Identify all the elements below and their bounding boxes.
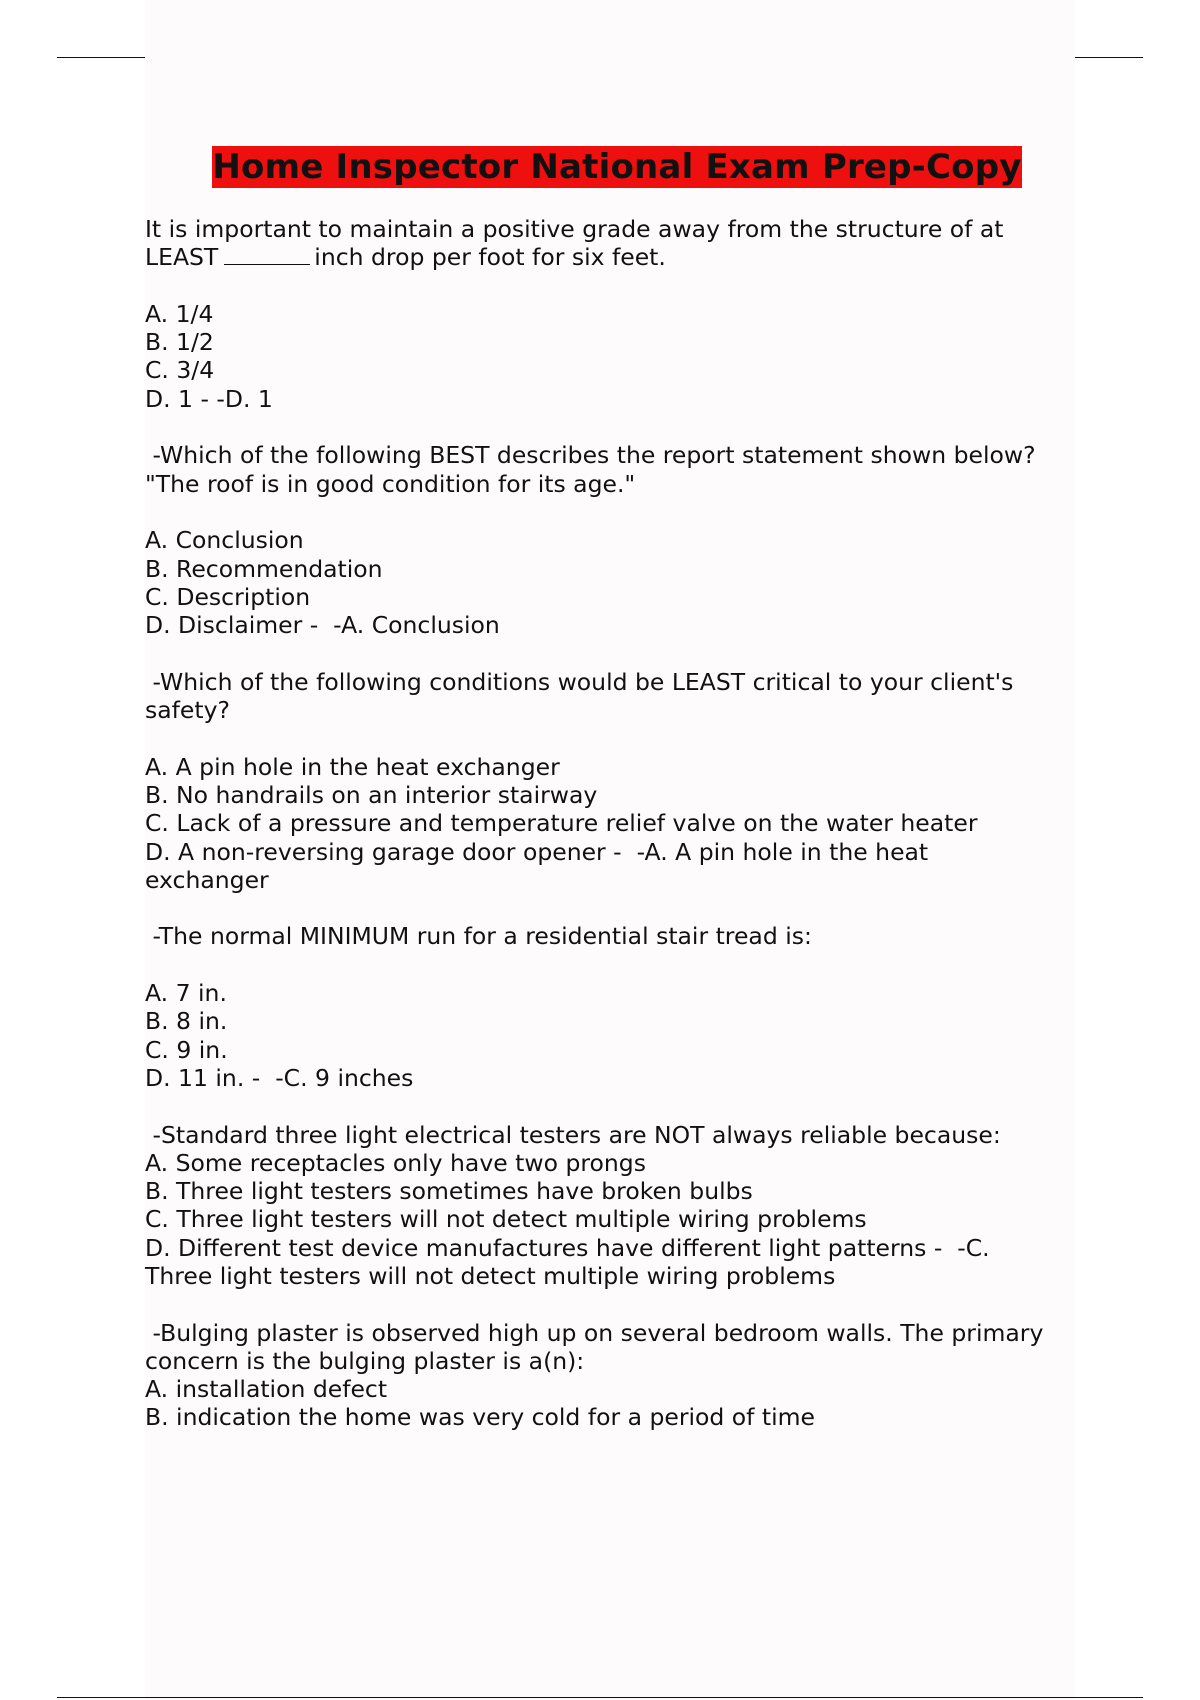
option: D. A non-reversing garage door opener - -A. A pin hole in the heat — [145, 837, 929, 866]
option: B. No handrails on an interior stairway — [145, 780, 598, 809]
question-text: -Bulging plaster is observed high up on several bedroom walls. The primary — [145, 1318, 1044, 1347]
question-6 — [145, 1319, 1089, 1432]
question-text-start: LEAST — [145, 243, 219, 272]
question-text: -Which of the following conditions would be LEAST critical to your client's — [145, 667, 1014, 696]
option: C. 9 in. — [145, 1035, 228, 1064]
option: B. 1/2 — [145, 328, 214, 357]
question-text: It is important to maintain a positive grade away from the structure of at — [145, 215, 1004, 243]
question-text: concern is the bulging plaster is a(n): — [145, 1346, 585, 1375]
document-page — [145, 0, 1075, 1700]
question-4 — [145, 922, 1089, 950]
option: C. Lack of a pressure and temperature relief valve on the water heater — [145, 809, 978, 838]
question-2 — [145, 441, 1089, 498]
question-text: -The normal MINIMUM run for a residential stair tread is: — [145, 922, 812, 951]
question-3-options — [145, 753, 1089, 894]
question-5 — [145, 1121, 1089, 1291]
option: A. Conclusion — [145, 526, 304, 555]
question-text: -Which of the following BEST describes the report statement shown below? — [145, 441, 1036, 470]
option: A. 1/4 — [145, 299, 214, 328]
question-4-options — [145, 979, 1089, 1092]
page-title: Home Inspector National Exam Prep-Copy — [212, 147, 1022, 187]
option: C. 3/4 — [145, 356, 215, 385]
answer-blank — [224, 245, 310, 265]
option: A. A pin hole in the heat exchanger — [145, 752, 560, 781]
question-list — [145, 215, 1089, 1460]
option: B. indication the home was very cold for a period of time — [145, 1403, 816, 1432]
question-1 — [145, 215, 1089, 272]
question-3 — [145, 668, 1089, 725]
option: B. Three light testers sometimes have broken bulbs — [145, 1177, 753, 1206]
option: C. Three light testers will not detect multiple wiring problems — [145, 1205, 867, 1234]
question-text: "The roof is in good condition for its age." — [145, 469, 636, 498]
option: D. Different test device manufactures have different light patterns - -C. — [145, 1233, 990, 1262]
option: A. Some receptacles only have two prongs — [145, 1148, 646, 1177]
question-text: -Standard three light electrical testers are NOT always reliable because: — [145, 1120, 1001, 1149]
title-container — [145, 146, 1089, 188]
option: A. installation defect — [145, 1375, 388, 1404]
option: B. Recommendation — [145, 554, 383, 583]
question-text — [145, 243, 1089, 271]
option: Three light testers will not detect multiple wiring problems — [145, 1261, 836, 1290]
question-text: safety? — [145, 696, 230, 725]
option: A. 7 in. — [145, 979, 227, 1008]
option: B. 8 in. — [145, 1007, 228, 1036]
option: exchanger — [145, 865, 269, 894]
bottom-divider — [57, 1697, 1143, 1698]
option: C. Description — [145, 582, 311, 611]
option: D. 11 in. - -C. 9 inches — [145, 1063, 414, 1092]
question-2-options — [145, 526, 1089, 639]
option: D. 1 - -D. 1 — [145, 384, 273, 413]
question-text-end: inch drop per foot for six feet. — [314, 243, 666, 272]
option: D. Disclaimer - -A. Conclusion — [145, 611, 500, 640]
question-1-options — [145, 300, 1089, 413]
